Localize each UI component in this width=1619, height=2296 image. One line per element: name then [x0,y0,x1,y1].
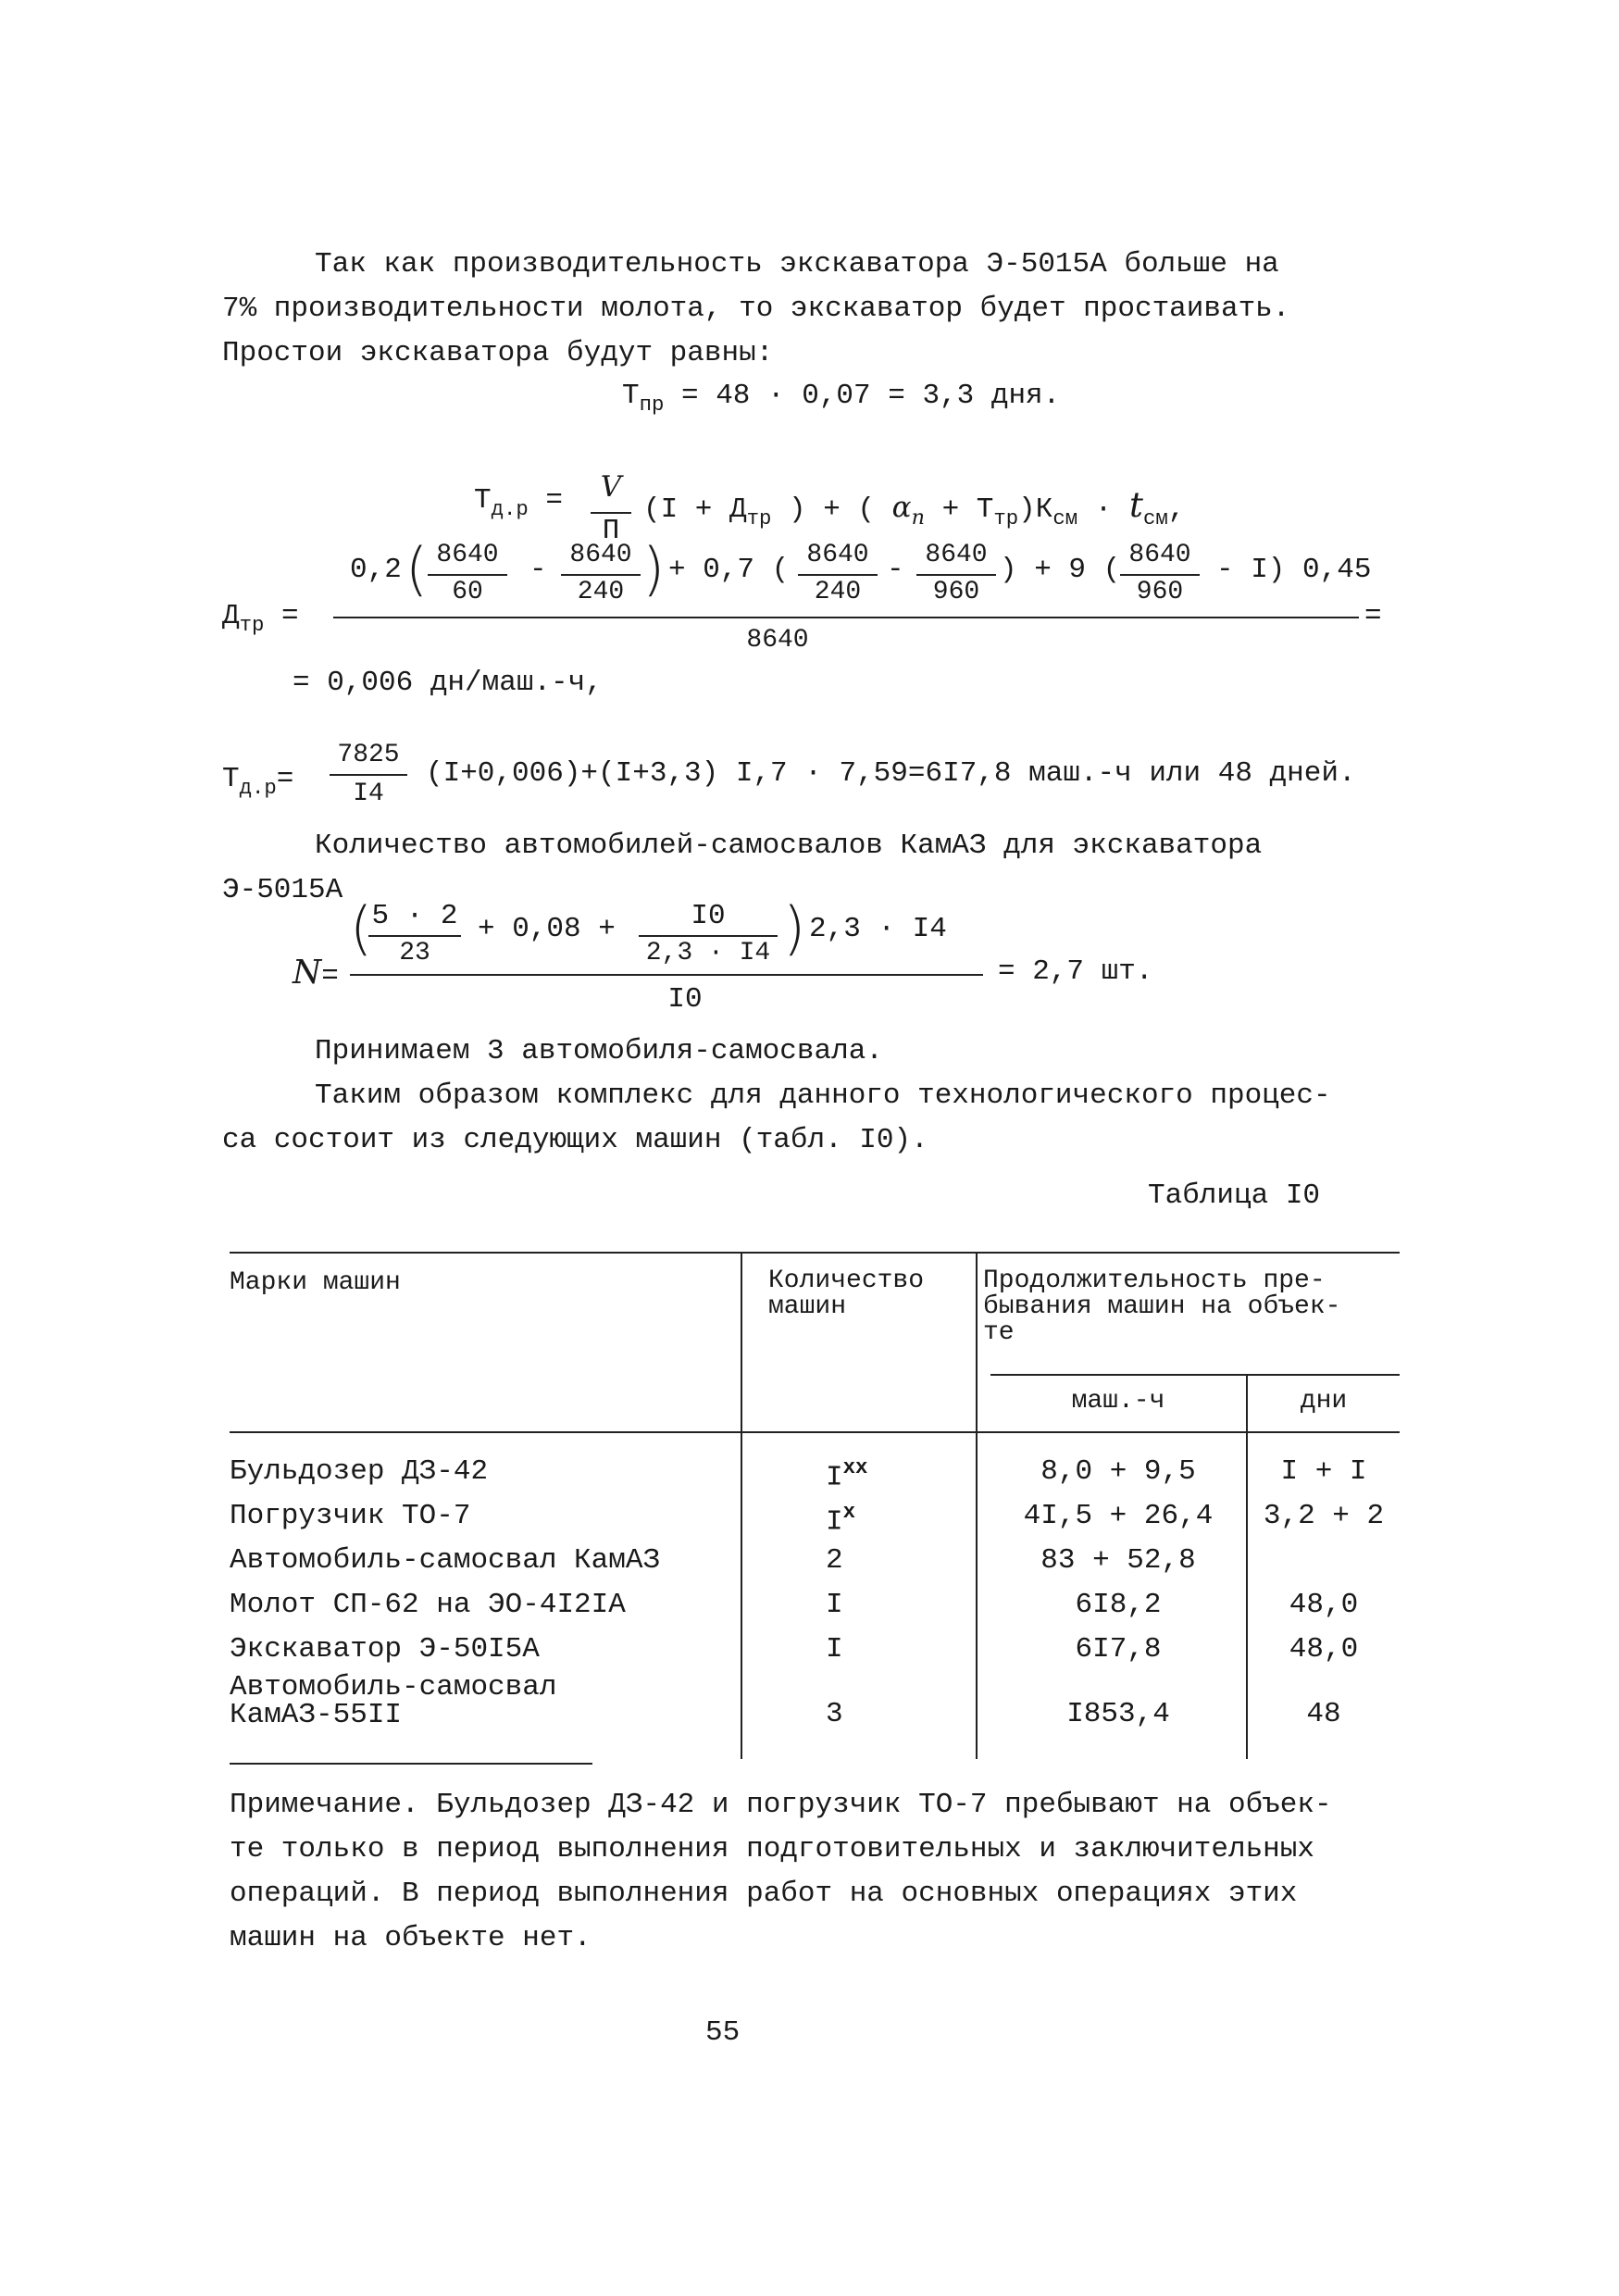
cell-brand-line-1: Автомобиль-самосвал [230,1671,557,1703]
dtr-f4-num: 8640 [925,541,988,569]
table-caption: Таблица I0 [1148,1179,1321,1212]
dtr-result: = 0,006 дн/маш.-ч, [293,667,603,699]
tpr-lhs-sub: пр [639,392,665,417]
cell-count: $I^{xx}$ [826,1455,868,1494]
cell-count: I [826,1589,843,1621]
tdr-t1: (I + Д [643,493,747,526]
header-duration [983,1268,1340,1346]
header-brand: Марки машин [230,1268,401,1297]
dtr-f5-den: 960 [1136,578,1184,606]
tdr-v: V [600,470,622,504]
dtr-minus-1: - [529,554,547,586]
note-line-4: машин на объекте нет. [230,1922,592,1954]
cell-count: 2 [826,1544,843,1577]
tdr-t1-sub: тр [746,505,772,530]
dtr-paren-open: ( [405,535,429,603]
tdr-t7: , [1167,493,1186,526]
n-denominator: I0 [667,983,703,1016]
n-paren-close: ) [783,894,806,962]
cell-count: I [826,1633,843,1666]
dtr-n-c: ) + 9 ( [1000,554,1121,586]
tdr-p: П [602,515,620,547]
cell-count: 3 [826,1698,843,1730]
tdr-t5: · [1094,493,1113,526]
tdr-t3: + Т [941,493,994,526]
n-f2-den: 2,3 · I4 [645,939,771,967]
header-duration-line-1: Продолжительность пре- [983,1267,1326,1295]
tdrv-lhs: Т [222,763,240,795]
table-col-divider-1 [741,1252,742,1759]
tdrv-rest: (I+0,006)+(I+3,3) I,7 · 7,59=6I7,8 маш.-ч или 48 дней. [426,757,1356,790]
paragraph-4-line-2: са состоит из следующих машин (табл. I0). [222,1124,928,1156]
paragraph-4-line-1: Таким образом комплекс для данного технологического процес- [315,1079,1331,1112]
tdrv-lhs-sub: д.р [239,775,277,800]
cell-brand: Погрузчик ТО-7 [230,1500,471,1532]
note-line-1: Примечание. Бульдозер ДЗ-42 и погрузчик ТО-7 пребывают на объек- [230,1789,1332,1821]
header-machine-hours: маш.-ч [1071,1387,1165,1416]
tdr-fraction-bar [591,512,631,514]
cell-days: I + I [1280,1455,1367,1488]
dtr-f5-bar [1120,574,1200,576]
dtr-eq-right: = [1364,600,1382,632]
n-f2-num: I0 [691,900,726,932]
dtr-f2-num: 8640 [569,541,632,569]
cell-hours: 6I7,8 [1075,1633,1162,1666]
dtr-main-fraction-bar [333,617,1359,618]
tdr-t4: )К [1018,493,1053,526]
tdr-alpha: α [891,491,912,524]
cell-brand: Бульдозер ДЗ-42 [230,1455,489,1488]
tdr-t6: t [1128,484,1143,525]
cell-hours: 83 + 52,8 [1040,1544,1196,1577]
header-days: дни [1300,1387,1348,1416]
tdr-lhs: Т [474,484,492,517]
header-count [768,1268,924,1320]
tdr-t3-sub: тр [993,505,1019,530]
cell-brand: Автомобиль-самосвал КамАЗ [230,1544,661,1577]
dtr-n-b: + 0,7 ( [668,554,790,586]
header-count-line-1: Количество [768,1267,925,1295]
n-lhs: N [293,954,322,992]
table-bottom-rule [230,1763,592,1765]
paragraph-1-line-2: 7% производительности молота, то экскаватор будет простаивать. [222,293,1290,325]
dtr-f3-num: 8640 [806,541,869,569]
header-count-line-2: машин [768,1292,847,1321]
cell-hours: 8,0 + 9,5 [1040,1455,1196,1488]
tdr-lhs-sub: д.р [491,496,529,521]
dtr-f3-den: 240 [814,578,862,606]
n-tail: 2,3 · I4 [809,913,947,945]
dtr-paren-close: ) [642,535,666,603]
tpr-lhs: Т [622,380,640,412]
tdrv-eq: = [276,763,294,795]
dtr-f2-den: 240 [577,578,625,606]
tdrv-frac-bar [330,774,407,776]
paragraph-1-line-3: Простои экскаватора будут равны: [222,337,774,369]
n-f1-den: 23 [399,939,430,967]
cell-hours: I853,4 [1066,1698,1170,1730]
table-top-rule [230,1252,1400,1254]
n-main-fraction-bar [350,974,983,976]
dtr-f1-num: 8640 [436,541,499,569]
page-number: 55 [705,2016,741,2049]
cell-brand [230,1671,557,1731]
dtr-n-d: - I) 0,45 [1216,554,1372,586]
tdr-eq: = [545,484,563,517]
table-subheader-rule [990,1374,1400,1376]
n-eq: = [321,960,339,992]
dtr-f1-den: 60 [452,578,483,606]
cell-days: 48 [1306,1698,1341,1730]
tpr-rhs: = 48 · 0,07 = 3,3 дня. [681,380,1061,412]
dtr-minus-2: - [887,554,904,586]
n-f1-num: 5 · 2 [371,900,458,932]
dtr-n-a: 0,2 [350,554,402,586]
cell-days: 48,0 [1289,1633,1359,1666]
header-duration-line-3: те [983,1318,1015,1347]
n-result: = 2,7 шт. [998,955,1153,988]
cell-brand: Экскаватор Э-50I5А [230,1633,540,1666]
dtr-denominator: 8640 [746,626,809,655]
dtr-f4-bar [916,574,996,576]
dtr-lhs: Д [222,600,240,632]
n-paren-open: ( [350,894,373,962]
tdr-alpha-sub: n [911,505,925,530]
cell-count-footnote-mark: x [842,1500,855,1524]
table-col-divider-2 [976,1252,978,1759]
cell-days: 48,0 [1289,1589,1359,1621]
cell-brand-line-2: КамАЗ-55II [230,1699,403,1731]
n-f1-bar [368,935,461,937]
paragraph-1-line-1: Так как производительность экскаватора Э-5015А больше на [315,248,1279,281]
paragraph-2-line-2: Э-5015А [222,874,343,906]
dtr-f5-num: 8640 [1128,541,1191,569]
tdrv-frac-den: I4 [353,780,384,808]
formula-tpr [622,380,1060,417]
dtr-eq-left: = [281,600,299,632]
cell-count-footnote-mark: xx [842,1455,868,1479]
note-line-3: операций. В период выполнения работ на основных операциях этих [230,1878,1298,1910]
cell-hours: 4I,5 + 26,4 [1023,1500,1214,1532]
note-line-2: те только в период выполнения подготовительных и заключительных [230,1833,1314,1866]
dtr-lhs-sub: тр [239,612,265,637]
cell-days: 3,2 + 2 [1263,1500,1385,1532]
paragraph-3: Принимаем 3 автомобиля-самосвала. [315,1035,883,1067]
dtr-f2-bar [561,574,641,576]
dtr-f4-den: 960 [932,578,980,606]
n-f2-bar [639,935,778,937]
tdr-t4-sub: см [1052,505,1078,530]
dtr-f3-bar [798,574,878,576]
paragraph-2-line-1: Количество автомобилей-самосвалов КамАЗ для экскаватора [315,830,1263,862]
cell-hours: 6I8,2 [1075,1589,1162,1621]
tdr-t6-sub: см [1142,505,1168,530]
cell-count: $I^x$ [826,1500,855,1539]
header-duration-line-2: бывания машин на объек- [983,1292,1341,1321]
table-header-rule [230,1431,1400,1433]
dtr-f1-bar [428,574,507,576]
n-mid: + 0,08 + [478,913,616,945]
tdr-t2: ) + ( [789,493,876,526]
tdrv-frac-num: 7825 [337,741,400,769]
cell-brand: Молот СП-62 на ЭО-4I2IА [230,1589,626,1621]
